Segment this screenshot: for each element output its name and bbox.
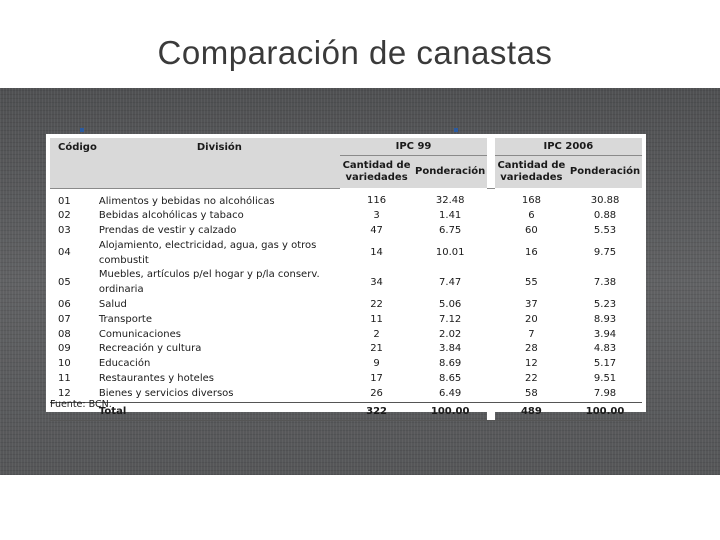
row-weight-06: 7.38 xyxy=(593,276,617,288)
row-spacer xyxy=(487,328,495,343)
row-qty-99: 34 xyxy=(370,276,383,288)
row-spacer xyxy=(487,209,495,224)
row-weight-99: 6.49 xyxy=(439,387,462,399)
row-spacer xyxy=(487,342,495,357)
row-qty-06: 7 xyxy=(528,328,535,340)
row-division: Muebles, artículos p/el hogar y p/la conserv. ordinaria xyxy=(98,269,320,296)
table-row xyxy=(50,357,642,372)
row-code: 05 xyxy=(58,276,71,288)
row-weight-06: 7.98 xyxy=(593,387,617,399)
row-qty-99: 47 xyxy=(370,225,383,237)
row-qty-99: 9 xyxy=(373,358,380,370)
row-weight-06: 5.53 xyxy=(593,225,617,237)
table-row xyxy=(50,372,642,387)
row-qty-99: 22 xyxy=(370,299,383,311)
row-division: Educación xyxy=(98,358,151,370)
row-weight-06: 5.23 xyxy=(593,299,617,311)
row-weight-99: 32.48 xyxy=(435,195,465,207)
header-weight-06: Ponderación xyxy=(568,156,642,189)
row-division: Recreación y cultura xyxy=(98,343,202,355)
header-qty-06: Cantidad de variedades xyxy=(495,156,568,189)
total-weight-99: 100.00 xyxy=(413,402,487,420)
row-code: 09 xyxy=(58,343,71,355)
row-qty-99: 21 xyxy=(370,343,383,355)
row-spacer xyxy=(487,372,495,387)
row-qty-99: 11 xyxy=(370,313,383,325)
table-row xyxy=(50,224,642,239)
row-qty-06: 37 xyxy=(525,299,538,311)
source-note: Fuente: BCN. xyxy=(50,399,112,410)
header-ipc99: IPC 99 xyxy=(340,138,487,156)
row-spacer xyxy=(487,298,495,313)
table-row xyxy=(50,342,642,357)
total-row xyxy=(50,402,642,420)
row-weight-06: 30.88 xyxy=(590,195,620,207)
row-weight-06: 9.51 xyxy=(593,373,617,385)
total-label: Total xyxy=(99,402,340,420)
row-spacer xyxy=(487,313,495,328)
row-qty-06: 12 xyxy=(525,358,538,370)
row-code: 11 xyxy=(58,373,71,385)
row-division: Bienes y servicios diversos xyxy=(98,387,234,399)
header-qty-99: Cantidad de variedades xyxy=(340,156,413,189)
row-code: 12 xyxy=(58,387,71,399)
header-code: Código xyxy=(50,138,99,188)
row-weight-06: 0.88 xyxy=(593,210,617,222)
header-ipc2006: IPC 2006 xyxy=(495,138,642,156)
row-weight-99: 2.02 xyxy=(439,328,462,340)
row-weight-99: 8.65 xyxy=(439,373,462,385)
row-code: 01 xyxy=(58,195,71,207)
row-weight-99: 3.84 xyxy=(439,343,462,355)
row-division: Salud xyxy=(98,299,127,311)
header-division: División xyxy=(99,138,340,188)
row-weight-06: 5.17 xyxy=(593,358,617,370)
table-row xyxy=(50,313,642,328)
row-qty-06: 58 xyxy=(525,387,538,399)
total-spacer xyxy=(487,402,495,420)
row-qty-99: 17 xyxy=(370,373,383,385)
row-division: Transporte xyxy=(98,313,152,325)
row-qty-06: 6 xyxy=(528,210,535,222)
row-division: Alojamiento, electricidad, agua, gas y otros combustit xyxy=(98,239,317,266)
row-weight-99: 6.75 xyxy=(439,225,462,237)
total-qty-06: 489 xyxy=(495,402,568,420)
table-row xyxy=(50,239,642,269)
table-row xyxy=(50,328,642,343)
row-division: Alimentos y bebidas no alcohólicas xyxy=(98,195,275,207)
row-code: 07 xyxy=(58,313,71,325)
row-spacer xyxy=(487,239,495,269)
row-code: 02 xyxy=(58,210,71,222)
header-spacer xyxy=(487,138,495,188)
table-body xyxy=(50,188,642,420)
row-qty-06: 55 xyxy=(525,276,538,288)
row-division: Prendas de vestir y calzado xyxy=(98,225,237,237)
table-image xyxy=(46,134,646,417)
row-weight-99: 7.47 xyxy=(439,276,462,288)
row-spacer xyxy=(487,357,495,372)
total-qty-99: 322 xyxy=(340,402,413,420)
row-weight-06: 4.83 xyxy=(593,343,617,355)
row-spacer xyxy=(487,268,495,298)
row-code: 06 xyxy=(58,299,71,311)
ipc-comparison-table xyxy=(50,138,642,421)
row-weight-99: 8.69 xyxy=(439,358,462,370)
row-weight-06: 8.93 xyxy=(593,313,617,325)
row-qty-99: 3 xyxy=(373,210,380,222)
row-qty-99: 14 xyxy=(370,247,383,259)
row-qty-99: 116 xyxy=(367,195,387,207)
row-division: Restaurantes y hoteles xyxy=(98,373,214,385)
row-division: Comunicaciones xyxy=(98,328,181,340)
header-weight-99: Ponderación xyxy=(413,156,487,189)
row-spacer xyxy=(487,188,495,209)
row-weight-99: 1.41 xyxy=(439,210,462,222)
decorative-mark xyxy=(80,128,84,132)
row-qty-06: 22 xyxy=(525,373,538,385)
row-code: 04 xyxy=(58,247,71,259)
decorative-mark xyxy=(454,128,458,132)
table-row xyxy=(50,298,642,313)
row-qty-99: 2 xyxy=(373,328,380,340)
total-weight-06: 100.00 xyxy=(568,402,642,420)
row-weight-06: 3.94 xyxy=(593,328,617,340)
row-qty-06: 20 xyxy=(525,313,538,325)
table-row xyxy=(50,387,642,402)
row-code: 10 xyxy=(58,358,71,370)
row-weight-06: 9.75 xyxy=(593,247,617,259)
row-spacer xyxy=(487,387,495,402)
row-code: 08 xyxy=(58,328,71,340)
row-code: 03 xyxy=(58,225,71,237)
row-qty-06: 28 xyxy=(525,343,538,355)
row-weight-99: 7.12 xyxy=(439,313,462,325)
row-weight-99: 5.06 xyxy=(439,299,462,311)
row-qty-06: 16 xyxy=(525,247,538,259)
row-qty-06: 60 xyxy=(525,225,538,237)
row-spacer xyxy=(487,224,495,239)
row-weight-99: 10.01 xyxy=(435,247,465,259)
table-row xyxy=(50,268,642,298)
row-qty-06: 168 xyxy=(521,195,541,207)
slide-title: Comparación de canastas xyxy=(157,34,553,71)
table-row xyxy=(50,209,642,224)
row-qty-99: 26 xyxy=(370,387,383,399)
table-row xyxy=(50,188,642,209)
row-division: Bebidas alcohólicas y tabaco xyxy=(98,210,244,222)
